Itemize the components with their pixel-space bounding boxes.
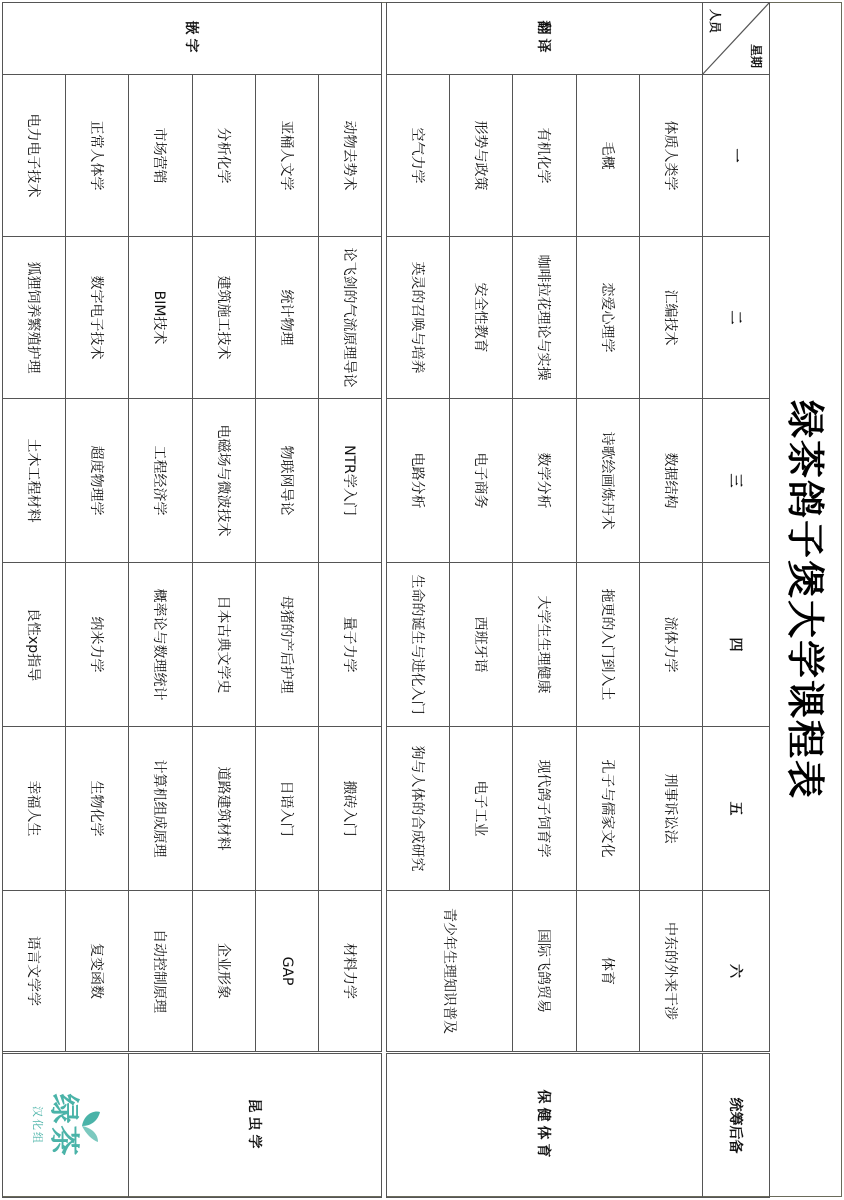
table-row xyxy=(66,3,129,1198)
course-cell: 西班牙语 xyxy=(450,563,513,727)
course-cell: 数据结构 xyxy=(639,399,702,563)
course-cell: 道路建筑材料 xyxy=(192,727,255,891)
course-cell: 工程经济学 xyxy=(129,399,192,563)
extra-header: 统筹后备 xyxy=(702,1053,769,1198)
course-cell: 形势与政策 xyxy=(450,75,513,237)
course-cell: 生命的诞生与进化入门 xyxy=(387,563,450,727)
day-header-1: 一 xyxy=(702,75,769,237)
course-cell: 复变函数 xyxy=(66,891,129,1053)
table-row xyxy=(255,3,318,1198)
corner-weekday-label: 星期 xyxy=(749,43,763,68)
course-cell: 汇编技术 xyxy=(639,237,702,399)
table-row xyxy=(318,3,381,1198)
course-cell: 中东的外来干涉 xyxy=(639,891,702,1053)
course-cell: 英灵的召唤与培养 xyxy=(387,237,450,399)
logo-text: 绿茶 xyxy=(45,1093,81,1158)
course-cell: 正常人体学 xyxy=(66,75,129,237)
course-cell: 数学分析 xyxy=(513,399,576,563)
course-cell: 刑事诉讼法 xyxy=(639,727,702,891)
course-cell: 统计物理 xyxy=(255,237,318,399)
course-cell: 安全性教育 xyxy=(450,237,513,399)
course-cell: 电力电子技术 xyxy=(3,75,66,237)
course-cell: 流体力学 xyxy=(639,563,702,727)
course-cell: 亚桶人文学 xyxy=(255,75,318,237)
course-cell: 动物去势术 xyxy=(318,75,381,237)
day-header-6: 六 xyxy=(702,891,769,1053)
leaf-icon xyxy=(80,1106,102,1146)
course-cell: 分析化学 xyxy=(192,75,255,237)
day-header-4: 四 xyxy=(702,563,769,727)
course-cell-merged: 青少年生理知识普及 xyxy=(387,891,513,1053)
course-cell: 论飞剑的气流原理导论 xyxy=(318,237,381,399)
course-cell: 超度物理学 xyxy=(66,399,129,563)
course-cell: 自动控制原理 xyxy=(129,891,192,1053)
course-cell: NTR学入门 xyxy=(318,399,381,563)
table-row xyxy=(450,3,513,1198)
course-cell: 材料力学 xyxy=(318,891,381,1053)
course-cell: GAP xyxy=(255,891,318,1053)
logo xyxy=(30,1056,102,1195)
course-cell: 有机化学 xyxy=(513,75,576,237)
course-cell: 母猪的产后护理 xyxy=(255,563,318,727)
course-cell: BIM技术 xyxy=(129,237,192,399)
course-cell: 体质人类学 xyxy=(639,75,702,237)
logo-subtext: 汉化组 xyxy=(30,1106,44,1145)
table-row xyxy=(129,3,192,1198)
course-cell: 纳米力学 xyxy=(66,563,129,727)
day-header-5: 五 xyxy=(702,727,769,891)
course-cell: 电子工业 xyxy=(450,727,513,891)
corner-staff-label: 人员 xyxy=(707,9,722,34)
course-cell: 搬砖入门 xyxy=(318,727,381,891)
corner-cell xyxy=(702,3,769,75)
course-cell: 狐狸饲养繁殖护理 xyxy=(3,237,66,399)
table-row xyxy=(192,3,255,1198)
course-cell: 拖更的入门到入土 xyxy=(576,563,639,727)
header-row xyxy=(702,3,769,1198)
course-cell: 电子商务 xyxy=(450,399,513,563)
course-cell: 建筑施工技术 xyxy=(192,237,255,399)
group-divider xyxy=(382,3,387,1198)
course-cell: 现代鸽子饲育学 xyxy=(513,727,576,891)
group-footer-translation: 保健体育 xyxy=(387,1053,703,1198)
table-row xyxy=(513,3,576,1198)
logo-cell xyxy=(3,1053,129,1198)
group-footer-typesetting: 昆虫学 xyxy=(129,1053,382,1198)
course-cell: 空气力学 xyxy=(387,75,450,237)
course-cell: 国际飞鸽贸易 xyxy=(513,891,576,1053)
course-cell: 市场营销 xyxy=(129,75,192,237)
course-cell: 幸福人生 xyxy=(3,727,66,891)
course-cell: 诗歌绘画炼丹术 xyxy=(576,399,639,563)
course-cell: 计算机组成原理 xyxy=(129,727,192,891)
course-cell: 数字电子技术 xyxy=(66,237,129,399)
course-cell: 电路分析 xyxy=(387,399,450,563)
course-cell: 语言文学学 xyxy=(3,891,66,1053)
schedule-table xyxy=(2,2,770,1198)
course-cell: 土木工程材料 xyxy=(3,399,66,563)
course-cell: 体育 xyxy=(576,891,639,1053)
course-cell: 孔子与儒家文化 xyxy=(576,727,639,891)
course-cell: 日语入门 xyxy=(255,727,318,891)
course-cell: 物联网导论 xyxy=(255,399,318,563)
course-cell: 狗与人体的合成研究 xyxy=(387,727,450,891)
course-cell: 恋爱心理学 xyxy=(576,237,639,399)
table-row xyxy=(3,3,66,1198)
course-cell: 良性xp指导 xyxy=(3,563,66,727)
course-cell: 量子力学 xyxy=(318,563,381,727)
course-cell: 电磁场与微波技术 xyxy=(192,399,255,563)
page-title: 绿茶鸽子煲大学课程表 xyxy=(783,399,827,800)
group-label-translation: 翻译 xyxy=(387,3,703,75)
course-cell: 毛概 xyxy=(576,75,639,237)
day-header-2: 二 xyxy=(702,237,769,399)
course-cell: 概率论与数理统计 xyxy=(129,563,192,727)
group-label-typesetting: 嵌字 xyxy=(3,3,382,75)
course-cell: 日本古典文学史 xyxy=(192,563,255,727)
day-header-3: 三 xyxy=(702,399,769,563)
course-cell: 生物化学 xyxy=(66,727,129,891)
course-cell: 大学生生理健康 xyxy=(513,563,576,727)
table-row xyxy=(576,3,639,1198)
table-row xyxy=(639,3,702,1198)
course-cell: 咖啡拉花理论与实操 xyxy=(513,237,576,399)
course-cell: 企业形象 xyxy=(192,891,255,1053)
